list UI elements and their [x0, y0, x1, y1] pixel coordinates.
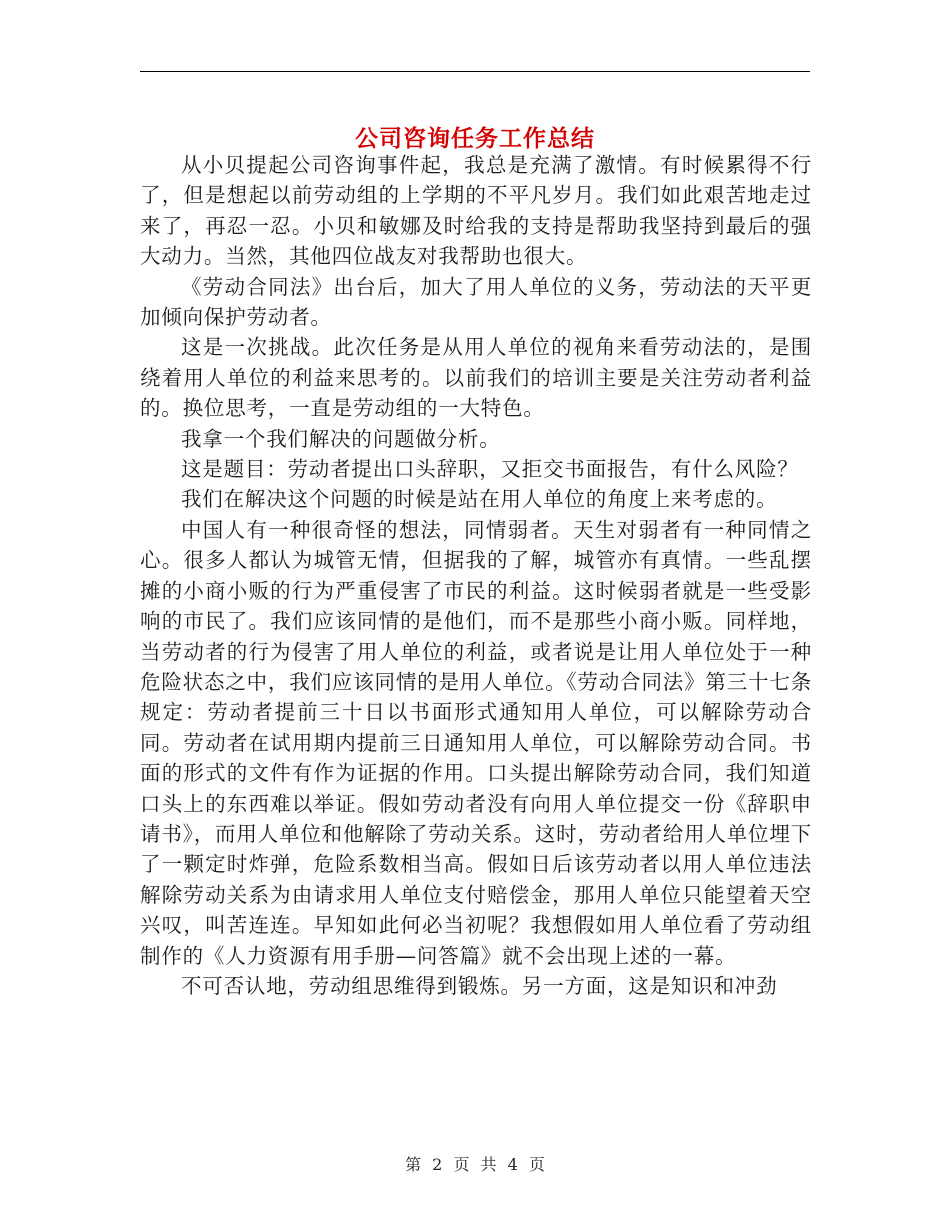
- paragraph: 这是一次挑战。此次任务是从用人单位的视角来看劳动法的，是围绕着用人单位的利益来思考的。以前我们的培训主要是关注劳动者利益的。换位思考，一直是劳动组的一大特色。: [140, 335, 812, 421]
- document-title: 公司咨询任务工作总结: [355, 126, 595, 153]
- header-rule: [140, 71, 810, 72]
- paragraph: 我们在解决这个问题的时候是站在用人单位的角度上来考虑的。: [181, 487, 778, 512]
- paragraph: 从小贝提起公司咨询事件起，我总是充满了激情。有时候累得不行了，但是想起以前劳动组的上学期的不平凡岁月。我们如此艰苦地走过来了，再忍一忍。小贝和敏娜及时给我的支持是帮助我坚持到最后的强大动力。当然，其他四位战友对我帮助也很大。: [140, 153, 812, 269]
- paragraph: 我拿一个我们解决的问题做分析。: [181, 426, 501, 451]
- paragraph: 不可否认地，劳动组思维得到锻炼。另一方面，这是知识和冲劲: [181, 973, 778, 998]
- paragraph: 这是题目：劳动者提出口头辞职，又拒交书面报告，有什么风险？: [181, 457, 799, 482]
- document-body: [140, 150, 812, 1001]
- paragraph: 《劳动合同法》出台后，加大了用人单位的义务，劳动法的天平更加倾向保护劳动者。: [140, 274, 812, 330]
- paragraph: 中国人有一种很奇怪的想法，同情弱者。天生对弱者有一种同情之心。很多人都认为城管无情，但据我的了解，城管亦有真情。一些乱摆摊的小商小贩的行为严重侵害了市民的利益。这时候弱者就是一些受影响的市民了。我们应该同情的是他们，而不是那些小商小贩。同样地，当劳动者的行为侵害了用人单位的利益，或者说是让用人单位处于一种危险状态之中，我们应该同情的是用人单位。《劳动合同法》第三十七条规定：劳动者提前三十日以书面形式通知用人单位，可以解除劳动合同。劳动者在试用期内提前三日通知用人单位，可以解除劳动合同。书面的形式的文件有作为证据的作用。口头提出解除劳动合同，我们知道口头上的东西难以举证。假如劳动者没有向用人单位提交一份《辞职申请书》，而用人单位和他解除了劳动关系。这时，劳动者给用人单位埋下了一颗定时炸弹，危险系数相当高。假如日后该劳动者以用人单位违法解除劳动关系为由请求用人单位支付赔偿金，那用人单位只能望着天空兴叹，叫苦连连。早知如此何必当初呢？我想假如用人单位看了劳动组制作的《人力资源有用手册—问答篇》就不会出现上述的一幕。: [140, 517, 812, 968]
- page-footer: 第 2 页 共 4 页: [405, 1155, 545, 1174]
